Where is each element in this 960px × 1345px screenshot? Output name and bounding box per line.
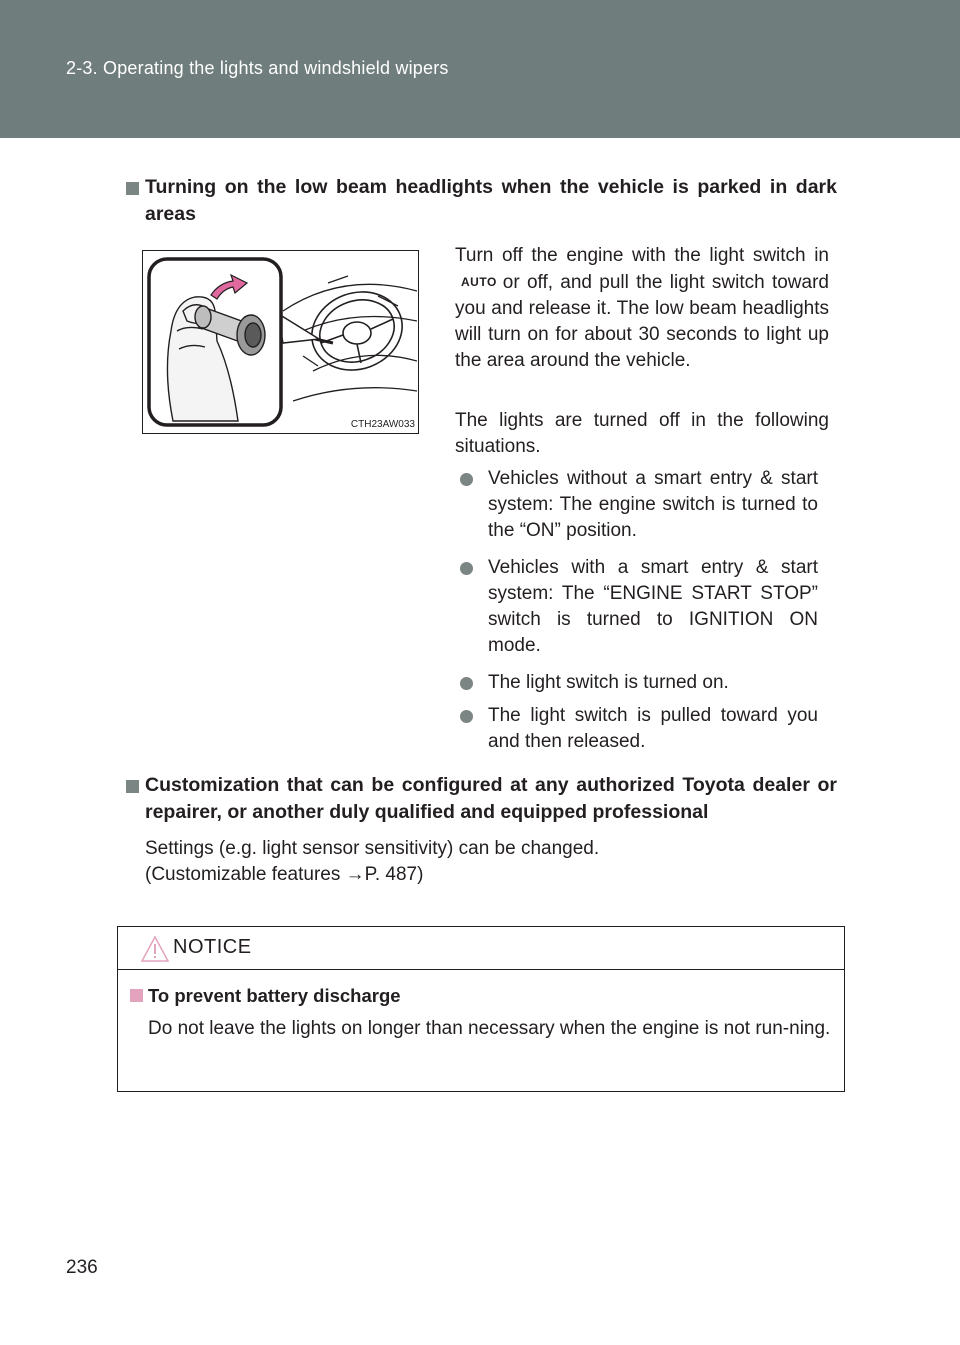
warning-triangle-icon — [140, 935, 170, 963]
bullet-item: Vehicles without a smart entry & start system: The engine switch is turned to the “ON” position. — [488, 468, 818, 541]
notice-text: Do not leave the lights on longer than necessary when the engine is not run-ning. — [148, 1018, 831, 1039]
light-switch-figure — [142, 250, 419, 434]
bullet-dot — [460, 562, 473, 575]
low-beam-paragraph-2: The lights are turned off in the following situations. — [455, 410, 829, 457]
customization-line-1: Settings (e.g. light sensor sensitivity) can be changed. — [145, 838, 600, 859]
paragraph-1-end: or off, and pull the light switch toward you and release it. The low beam headlights will turn on for about 30 seconds to light up the area around the vehicle. — [455, 272, 829, 371]
notice-square-bullet — [130, 989, 143, 1002]
paragraph-1-start: Turn off the engine with the light switch in — [455, 245, 829, 266]
bullet-item: Vehicles with a smart entry & start system: The “ENGINE START STOP” switch is turned to IGNITION ON mode. — [488, 557, 818, 656]
notice-header — [118, 927, 844, 970]
light-switch-illustration — [143, 251, 417, 432]
figure-code: CTH23AW033 — [350, 419, 415, 430]
section-square-bullet — [126, 780, 139, 793]
page-header — [0, 0, 960, 138]
notice-title: NOTICE — [173, 936, 252, 958]
page-number: 236 — [66, 1257, 98, 1278]
section-title: 2-3. Operating the lights and windshield wipers — [66, 58, 449, 78]
auto-symbol: AUTO — [461, 275, 497, 289]
bullet-dot — [460, 473, 473, 486]
notice-heading: To prevent battery discharge — [148, 985, 401, 1006]
bullet-dot — [460, 677, 473, 690]
low-beam-paragraph-1 — [455, 243, 829, 374]
customization-line-2: (Customizable features →P. 487) — [145, 864, 424, 885]
notice-box — [117, 926, 845, 1092]
bullet-dot — [460, 710, 473, 723]
low-beam-heading: Turning on the low beam headlights when the vehicle is parked in dark areas — [145, 176, 837, 225]
section-square-bullet — [126, 182, 139, 195]
bullet-item: The light switch is turned on. — [488, 672, 729, 693]
customization-heading: Customization that can be configured at any authorized Toyota dealer or repairer, or another duly qualified and equipped professional — [145, 774, 837, 823]
bullet-item: The light switch is pulled toward you and then released. — [488, 705, 818, 752]
